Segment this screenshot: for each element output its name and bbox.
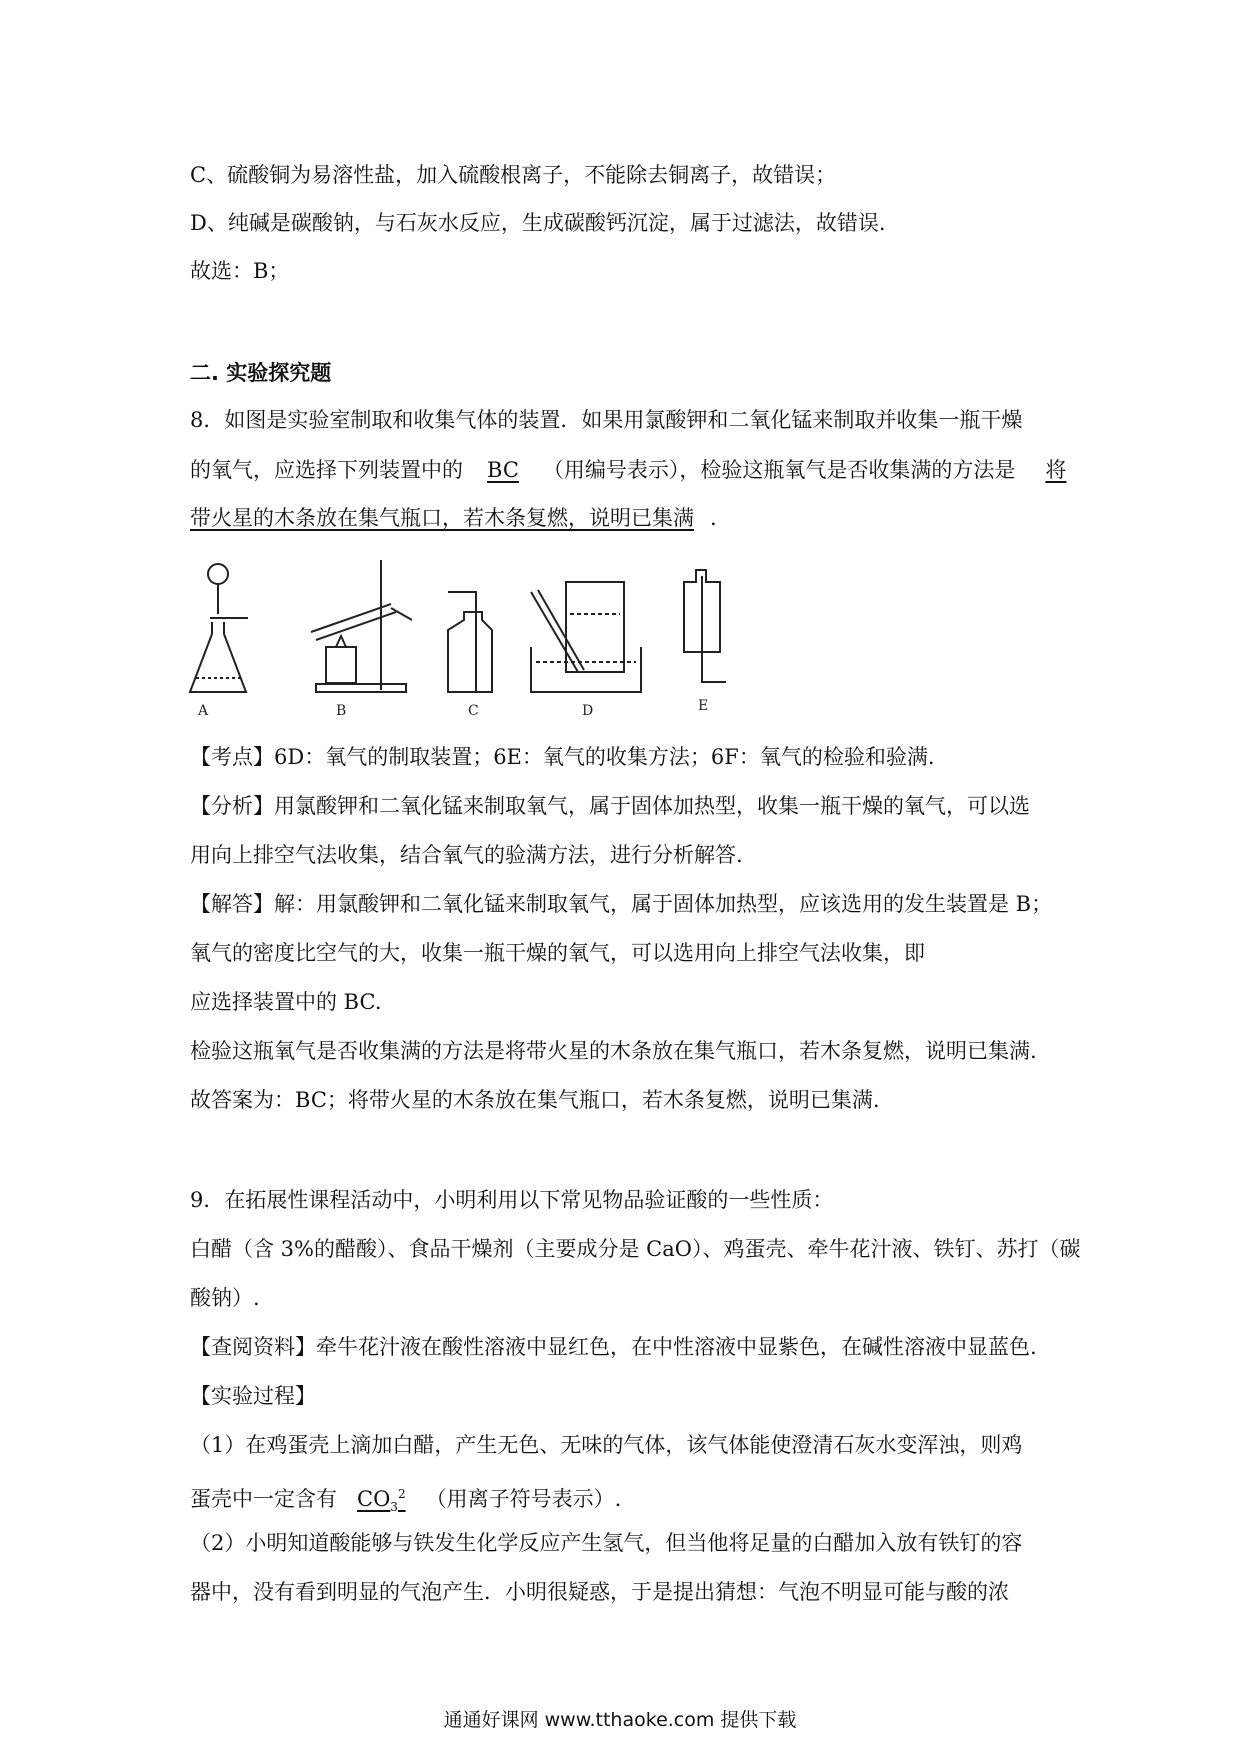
text-span: （用编号表示），检验这瓶氧气是否收集满的方法是 [542, 458, 1016, 482]
jieda-line: 【解答】解：用氯酸钾和二氧化锰来制取氧气，属于固体加热型，应该选用的发生装置是 B； [190, 892, 1053, 916]
apparatus-c [448, 592, 492, 719]
kaodian-line: 【考点】6D：氧气的制取装置；6E：氧气的收集方法；6F：氧气的检验和验满. [190, 745, 935, 769]
apparatus-drawing [186, 552, 806, 722]
label-c: C [468, 703, 479, 719]
question-9-line: 酸钠）. [190, 1286, 260, 1310]
jieda-line: 氧气的密度比空气的大，收集一瓶干燥的氧气，可以选用向上排空气法收集，即 [190, 941, 925, 965]
question-8-line [190, 503, 717, 533]
question-9-line: 9．在拓展性课程活动中，小明利用以下常见物品验证酸的一些性质： [190, 1188, 834, 1212]
text-span: . [710, 506, 717, 530]
fenxi-line: 用向上排空气法收集，结合氧气的验满方法，进行分析解答. [190, 843, 743, 867]
apparatus-a [190, 564, 248, 719]
jieda-line: 检验这瓶氧气是否收集满的方法是将带火星的木条放在集气瓶口，若木条复燃，说明已集满. [190, 1039, 1037, 1063]
apparatus-e [684, 570, 726, 714]
part-2-line: 器中，没有看到明显的气泡产生．小明很疑惑，于是提出猜想：气泡不明显可能与酸的浓 [190, 1580, 1009, 1604]
apparatus-b [311, 560, 412, 719]
text-line: C、硫酸铜为易溶性盐，加入硫酸根离子，不能除去铜离子，故错误； [190, 163, 837, 187]
answer-blank: BC [487, 458, 519, 482]
jieda-line: 应选择装置中的 BC. [190, 990, 382, 1014]
question-9-line: 白醋（含 3%的醋酸）、食品干燥剂（主要成分是 CaO）、鸡蛋壳、牵牛花汁液、铁钉、苏打（碳 [190, 1237, 1081, 1261]
part-1-line [190, 1479, 621, 1522]
label-b: B [336, 703, 347, 719]
text-line: 故选：B； [190, 259, 290, 283]
ion-formula: CO [357, 1487, 391, 1511]
text-span: 的氧气，应选择下列装置中的 [190, 458, 463, 482]
answer-blank: 带火星的木条放在集气瓶口，若木条复燃，说明已集满 [190, 506, 694, 530]
guocheng-line: 【实验过程】 [190, 1384, 316, 1408]
fenxi-line: 【分析】用氯酸钾和二氧化锰来制取氧气，属于固体加热型，收集一瓶干燥的氧气，可以选 [190, 794, 1030, 818]
page-footer: 通通好课网 www.tthaoke.com 提供下载 [443, 1709, 797, 1731]
label-a: A [198, 703, 209, 719]
question-8-line: 8．如图是实验室制取和收集气体的装置．如果用氯酸钾和二氧化锰来制取并收集一瓶干燥 [190, 408, 1023, 432]
section-heading: 二. 实验探究题 [190, 361, 332, 385]
chayue-line: 【查阅资料】牵牛花汁液在酸性溶液中显红色，在中性溶液中显紫色，在碱性溶液中显蓝色. [190, 1335, 1037, 1359]
answer-blank [337, 1487, 426, 1515]
apparatus-figure [186, 552, 806, 722]
jieda-line: 故答案为：BC；将带火星的木条放在集气瓶口，若木条复燃，说明已集满. [190, 1088, 880, 1112]
apparatus-d [531, 582, 641, 719]
label-e: E [698, 698, 709, 714]
question-8-line [190, 455, 1066, 485]
ion-subscript: 3 [390, 1500, 398, 1515]
text-span: （用离子符号表示）. [425, 1487, 622, 1511]
text-span: 蛋壳中一定含有 [190, 1487, 337, 1511]
text-line: D、纯碱是碳酸钠，与石灰水反应，生成碳酸钙沉淀，属于过滤法，故错误. [190, 211, 886, 235]
ion-superscript: 2 [397, 1487, 406, 1501]
label-d: D [582, 703, 594, 719]
answer-blank: 将 [1045, 458, 1067, 482]
part-1-line: （1）在鸡蛋壳上滴加白醋，产生无色、无味的气体，该气体能使澄清石灰水变浑浊，则鸡 [190, 1433, 1023, 1457]
part-2-line: （2）小明知道酸能够与铁发生化学反应产生氢气，但当他将足量的白醋加入放有铁钉的容 [190, 1531, 1023, 1555]
